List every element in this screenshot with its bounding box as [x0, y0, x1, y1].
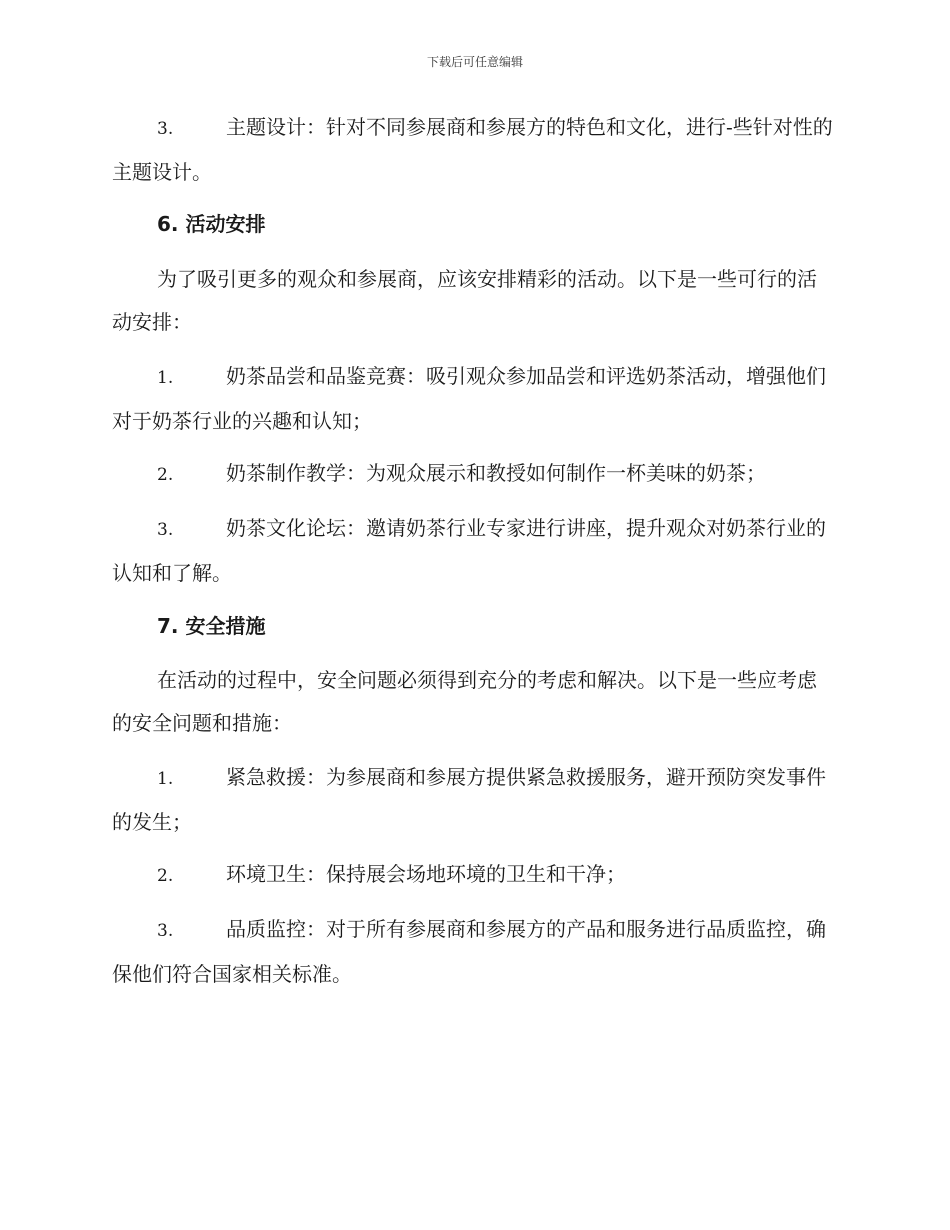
list-item-number: 3. [157, 921, 174, 941]
section-intro-safety: 在活动的过程中，安全问题必须得到充分的考虑和解决。以下是一些应考虑的安全问题和措施： [112, 668, 817, 735]
list-item-text: 奶茶品尝和品鉴竞赛：吸引观众参加品尝和评选奶茶活动，增强他们对于奶茶行业的兴趣和认知； [112, 364, 826, 433]
list-item-number: 3. [157, 520, 174, 540]
list-item-number: 1. [157, 368, 174, 388]
list-item-number: 2. [157, 866, 174, 886]
page-header: 下载后可任意编辑 [426, 55, 523, 69]
list-item-text: 紧急救援：为参展商和参展方提供紧急救援服务，避开预防突发事件的发生； [112, 765, 826, 834]
list-item-safety-1 [112, 756, 834, 844]
list-item-safety-2 [112, 853, 834, 898]
section-heading-activities: 6. 活动安排 [157, 212, 266, 236]
section-intro-activities: 为了吸引更多的观众和参展商，应该安排精彩的活动。以下是一些可行的活动安排： [112, 267, 817, 334]
list-item-text: 品质监控：对于所有参展商和参展方的产品和服务进行品质监控，确保他们符合国家相关标准。 [112, 917, 826, 986]
list-item-activity-2 [112, 452, 834, 497]
list-item-text: 环境卫生：保持展会场地环境的卫生和干净； [226, 862, 626, 886]
list-item-text: 奶茶文化论坛：邀请奶茶行业专家进行讲座，提升观众对奶茶行业的认知和了解。 [112, 516, 826, 585]
section-heading-safety: 7. 安全措施 [157, 614, 266, 638]
list-item-number: 2. [157, 465, 174, 485]
list-item-theme-design [112, 106, 834, 194]
list-item-activity-3 [112, 507, 834, 595]
list-item-text: 奶茶制作教学：为观众展示和教授如何制作一杯美味的奶茶； [226, 461, 766, 485]
list-item-text: 主题设计：针对不同参展商和参展方的特色和文化，进行-些针对性的主题设计。 [112, 115, 833, 184]
list-item-number: 3. [157, 119, 174, 139]
list-item-number: 1. [157, 769, 174, 789]
list-item-safety-3 [112, 908, 834, 996]
list-item-activity-1 [112, 355, 834, 443]
